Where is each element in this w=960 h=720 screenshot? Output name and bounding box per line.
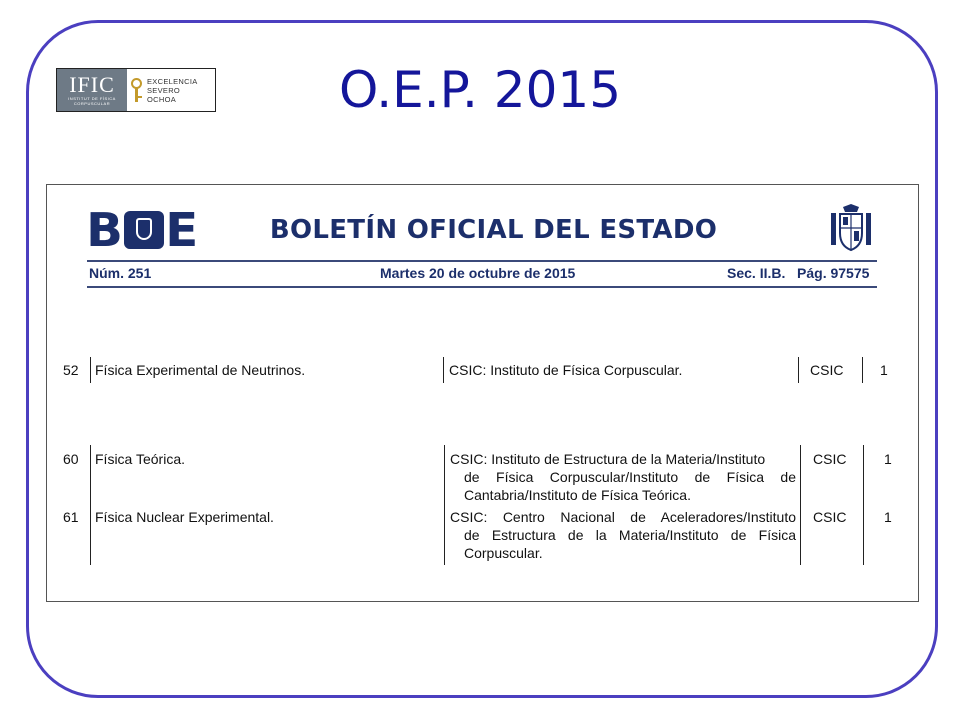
header-rule-top [87, 260, 877, 262]
coat-of-arms-icon [827, 203, 875, 253]
boe-document-image [46, 184, 919, 602]
row-60-center-line-1: CSIC: Instituto de Estructura de la Materia/Instituto [450, 451, 766, 467]
row-60-center-line-2: de Física Corpuscular/Instituto de Física de [464, 469, 796, 485]
ific-logo-subtitle: INSTITUT DE FÍSICA CORPUSCULAR [68, 96, 116, 106]
row-61-center-line-1: CSIC: Centro Nacional de Aceleradores/Instituto [450, 509, 796, 525]
row-60-number: 60 [63, 451, 79, 467]
issue-date: Martes 20 de octubre de 2015 [380, 265, 576, 281]
header-rule-bottom [87, 286, 877, 288]
award-line-3: OCHOA [147, 94, 177, 104]
issue-number: Núm. 251 [89, 265, 152, 281]
row-52-number: 52 [63, 362, 79, 378]
boe-logo-e: E [165, 203, 199, 257]
boe-logo-b: B [86, 203, 123, 257]
row-divider [90, 357, 91, 383]
slide-title: O.E.P. 2015 [338, 61, 622, 119]
row-52-area: Física Experimental de Neutrinos. [95, 362, 306, 378]
row-divider [862, 357, 863, 383]
row-52-count: 1 [880, 362, 888, 378]
row-61-count: 1 [884, 509, 892, 525]
section-page: Sec. II.B. Pág. 97575 [727, 265, 870, 281]
row-61-center-line-3: Corpuscular. [464, 545, 543, 561]
table-divider [800, 445, 801, 565]
table-divider [90, 445, 91, 565]
boe-heading: BOLETÍN OFICIAL DEL ESTADO [269, 215, 718, 245]
award-line-1: EXCELENCIA [147, 76, 198, 86]
row-60-org: CSIC [813, 451, 847, 467]
row-60-count: 1 [884, 451, 892, 467]
row-61-area: Física Nuclear Experimental. [95, 509, 274, 525]
row-61-number: 61 [63, 509, 79, 525]
row-61-center-line-2: de Estructura de la Materia/Instituto de Física [464, 527, 796, 543]
row-60-center-line-3: Cantabria/Instituto de Física Teórica. [464, 487, 691, 503]
table-divider [863, 445, 864, 565]
ific-logo-name: IFIC [69, 72, 115, 97]
table-divider [444, 445, 445, 565]
row-divider [798, 357, 799, 383]
row-52-org: CSIC [810, 362, 844, 378]
row-61-org: CSIC [813, 509, 847, 525]
row-60-area: Física Teórica. [95, 451, 185, 467]
award-line-2: SEVERO [147, 85, 181, 95]
row-52-center: CSIC: Instituto de Física Corpuscular. [449, 362, 683, 378]
row-divider [443, 357, 444, 383]
